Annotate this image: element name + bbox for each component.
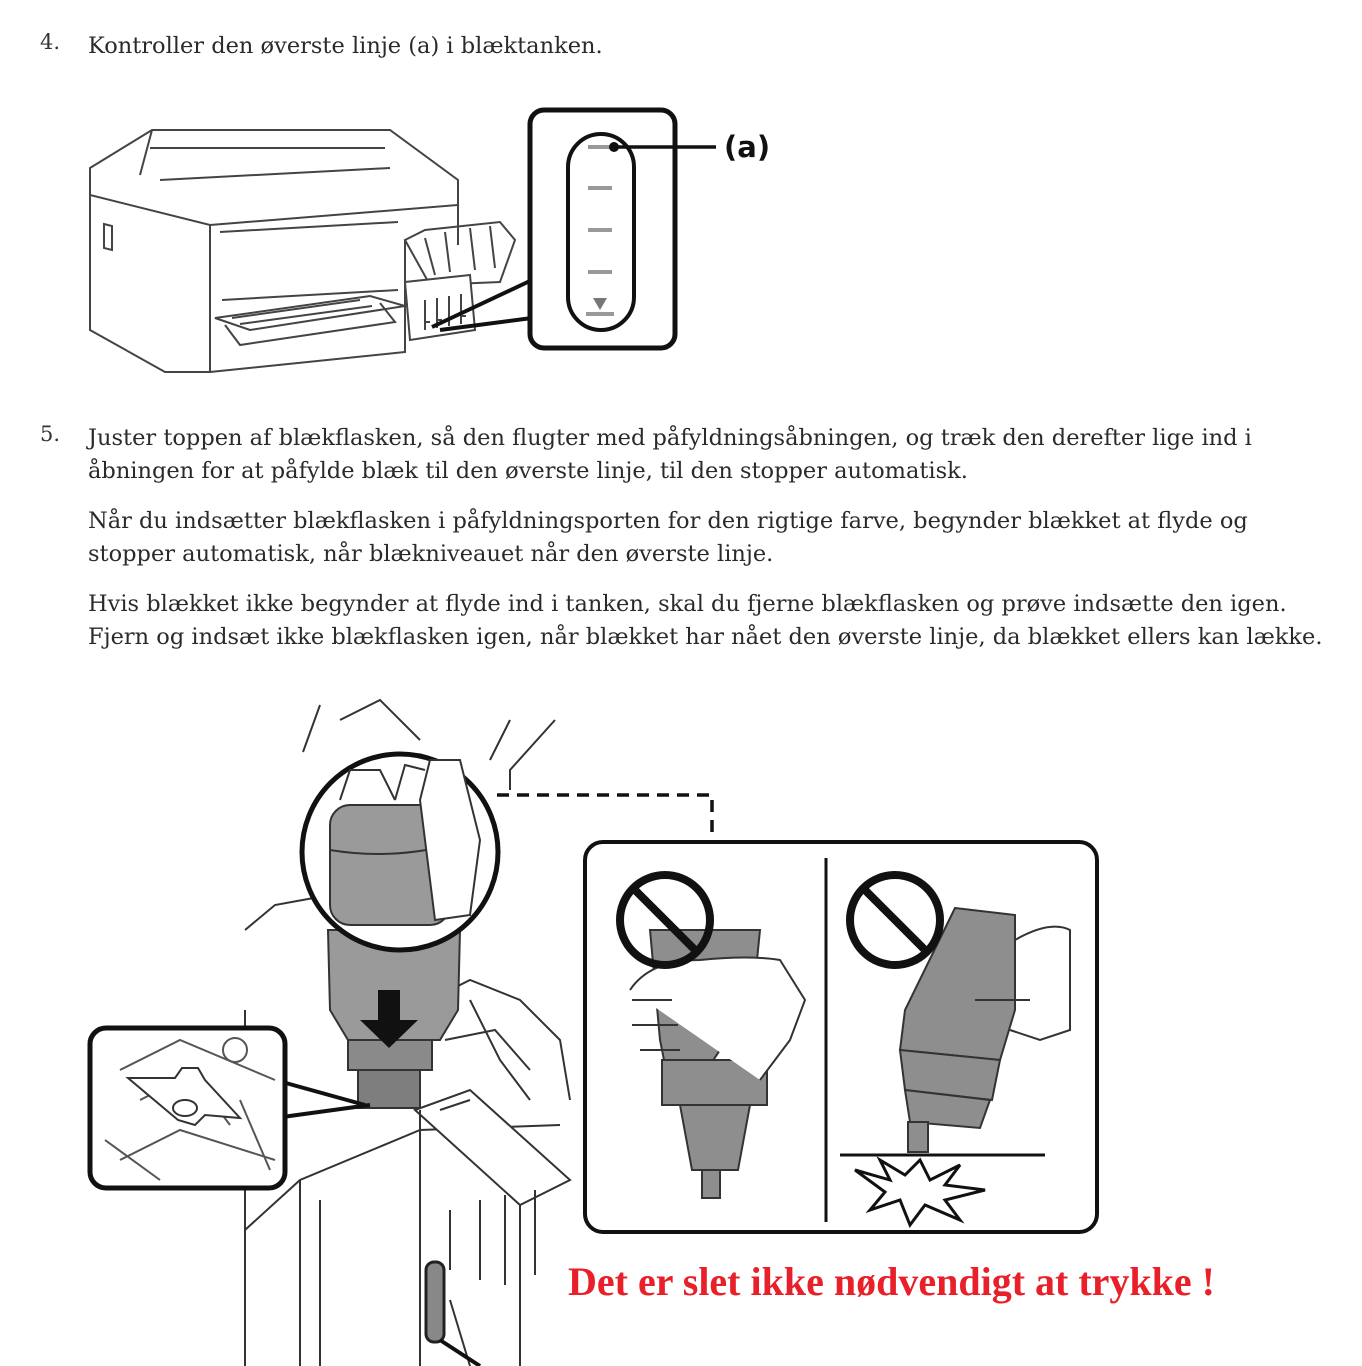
ink-bottle: [328, 930, 460, 1108]
step-5-paragraph-1: Juster toppen af blækflasken, så den flugter med påfyldningsåbningen, og træk den derefter lige ind i åbningen for at påfylde blæk til den øverste linje, til den stopper automatisk.: [88, 425, 1252, 484]
printer-illustration: [90, 130, 515, 372]
prohibited-actions-panel: [585, 842, 1097, 1232]
step-4-text: Kontroller den øverste linje (a) i blæktanken.: [88, 33, 603, 59]
step-5-paragraph-2: Når du indsætter blækflasken i påfyldningsporten for den rigtige farve, begynder blækket at flyde og stopper automatisk, når blækniveauet når den øverste linje.: [88, 508, 1248, 567]
dashed-connector: [497, 795, 712, 840]
step-5-number: 5.: [40, 422, 61, 446]
port-callout: [90, 1028, 370, 1188]
step-5-paragraph-3: Hvis blækket ikke begynder at flyde ind i tanken, skal du fjerne blækflasken og prøve indsætte den igen. Fjern og indsæt ikke blækflasken igen, når blækket har nået den øverste linje, da blækket ellers kan lække.: [88, 591, 1323, 650]
callout-label-a: (a): [724, 130, 771, 164]
step-4-number: 4.: [40, 30, 61, 54]
ink-level-zoom: [530, 110, 716, 348]
grip-magnifier: [302, 754, 498, 950]
red-warning-annotation: Det er slet ikke nødvendigt at trykke !: [568, 1259, 1215, 1304]
